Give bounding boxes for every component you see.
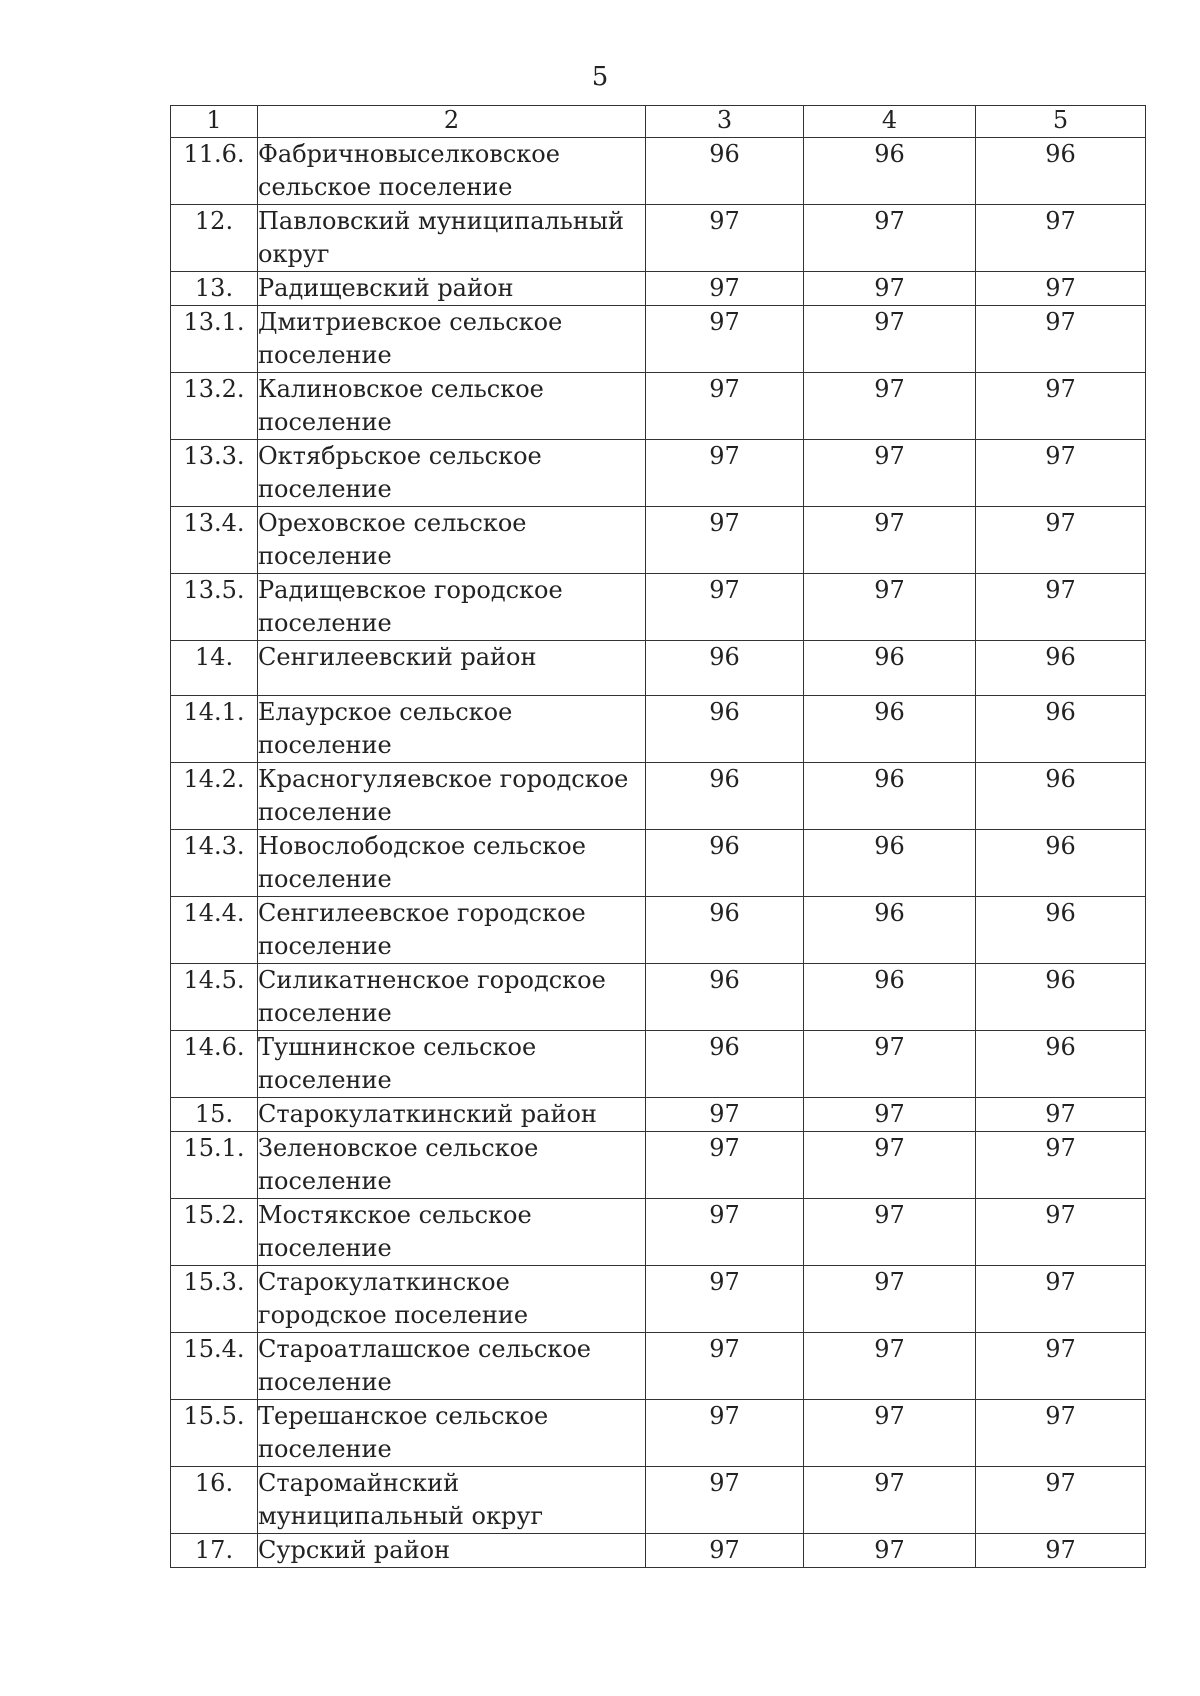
row-value-col5-cell: 96 (976, 763, 1146, 830)
table-row (171, 1534, 1146, 1568)
table-row (171, 1467, 1146, 1534)
row-value-col3-cell: 96 (646, 830, 804, 897)
row-name-cell: Старокулаткинское городское поселение (258, 1266, 646, 1333)
row-name-cell: Октябрьское сельское поселение (258, 440, 646, 507)
row-number-cell: 13.2. (171, 373, 258, 440)
row-name-cell: Елаурское сельское поселение (258, 696, 646, 763)
row-name-cell: Ореховское сельское поселение (258, 507, 646, 574)
row-number-cell: 11.6. (171, 138, 258, 205)
row-value-col3-cell: 96 (646, 763, 804, 830)
row-name-cell: Калиновское сельское поселение (258, 373, 646, 440)
row-value-col5-cell: 97 (976, 306, 1146, 373)
row-value-col3-cell: 97 (646, 1266, 804, 1333)
row-value-col4-cell: 97 (804, 272, 976, 306)
row-value-col5-cell: 96 (976, 964, 1146, 1031)
row-name-cell: Красногуляевское городское поселение (258, 763, 646, 830)
row-name-cell: Старомайнский муниципальный округ (258, 1467, 646, 1534)
row-value-col3-cell: 97 (646, 440, 804, 507)
row-name-cell: Старокулаткинский район (258, 1098, 646, 1132)
table-row (171, 507, 1146, 574)
row-value-col3-cell: 97 (646, 1467, 804, 1534)
row-number-cell: 15.3. (171, 1266, 258, 1333)
row-number-cell: 16. (171, 1467, 258, 1534)
row-name-cell: Сурский район (258, 1534, 646, 1568)
table-row (171, 306, 1146, 373)
table-row (171, 763, 1146, 830)
row-value-col4-cell: 96 (804, 696, 976, 763)
row-number-cell: 13. (171, 272, 258, 306)
row-value-col4-cell: 97 (804, 1098, 976, 1132)
table-body (171, 138, 1146, 1568)
row-number-cell: 15.4. (171, 1333, 258, 1400)
row-value-col4-cell: 97 (804, 373, 976, 440)
row-name-cell: Мостякское сельское поселение (258, 1199, 646, 1266)
row-value-col4-cell: 97 (804, 1400, 976, 1467)
row-value-col5-cell: 96 (976, 138, 1146, 205)
row-value-col4-cell: 97 (804, 1333, 976, 1400)
row-value-col4-cell: 96 (804, 138, 976, 205)
table-row (171, 1400, 1146, 1467)
row-value-col3-cell: 96 (646, 138, 804, 205)
table-row (171, 1333, 1146, 1400)
row-value-col3-cell: 97 (646, 272, 804, 306)
row-value-col3-cell: 96 (646, 897, 804, 964)
row-number-cell: 15.2. (171, 1199, 258, 1266)
row-value-col5-cell: 97 (976, 1333, 1146, 1400)
row-value-col3-cell: 97 (646, 373, 804, 440)
table-row (171, 1098, 1146, 1132)
row-value-col5-cell: 97 (976, 205, 1146, 272)
row-number-cell: 13.4. (171, 507, 258, 574)
row-name-cell: Фабричновыселковское сельское поселение (258, 138, 646, 205)
header-col-2: 2 (258, 106, 646, 138)
row-number-cell: 12. (171, 205, 258, 272)
row-value-col3-cell: 97 (646, 306, 804, 373)
row-value-col5-cell: 97 (976, 440, 1146, 507)
header-col-1: 1 (171, 106, 258, 138)
table-row (171, 830, 1146, 897)
row-number-cell: 14.2. (171, 763, 258, 830)
page-number: 5 (591, 62, 609, 92)
row-value-col4-cell: 97 (804, 306, 976, 373)
row-name-cell: Радищевское городское поселение (258, 574, 646, 641)
row-name-cell: Новослободское сельское поселение (258, 830, 646, 897)
table-row (171, 272, 1146, 306)
row-number-cell: 15.5. (171, 1400, 258, 1467)
row-name-cell: Сенгилеевский район (258, 641, 646, 696)
row-number-cell: 13.5. (171, 574, 258, 641)
table-row (171, 897, 1146, 964)
row-value-col5-cell: 97 (976, 1098, 1146, 1132)
row-value-col3-cell: 97 (646, 1132, 804, 1199)
row-name-cell: Зеленовское сельское поселение (258, 1132, 646, 1199)
row-value-col3-cell: 97 (646, 1333, 804, 1400)
row-value-col5-cell: 97 (976, 507, 1146, 574)
row-value-col4-cell: 96 (804, 641, 976, 696)
row-number-cell: 17. (171, 1534, 258, 1568)
data-table (170, 105, 1146, 1568)
row-value-col5-cell: 96 (976, 1031, 1146, 1098)
table-row (171, 373, 1146, 440)
row-value-col3-cell: 96 (646, 696, 804, 763)
row-value-col5-cell: 96 (976, 641, 1146, 696)
row-number-cell: 14. (171, 641, 258, 696)
row-value-col5-cell: 97 (976, 1400, 1146, 1467)
row-value-col3-cell: 97 (646, 574, 804, 641)
row-value-col3-cell: 96 (646, 964, 804, 1031)
row-value-col3-cell: 97 (646, 205, 804, 272)
table-row (171, 641, 1146, 696)
row-value-col5-cell: 97 (976, 574, 1146, 641)
table-row (171, 1132, 1146, 1199)
row-name-cell: Терешанское сельское поселение (258, 1400, 646, 1467)
row-value-col4-cell: 97 (804, 440, 976, 507)
row-value-col4-cell: 97 (804, 1534, 976, 1568)
row-value-col4-cell: 97 (804, 1031, 976, 1098)
table-row (171, 964, 1146, 1031)
row-number-cell: 15.1. (171, 1132, 258, 1199)
row-value-col5-cell: 97 (976, 1199, 1146, 1266)
row-value-col5-cell: 96 (976, 897, 1146, 964)
row-name-cell: Дмитриевское сельское поселение (258, 306, 646, 373)
table-row (171, 1031, 1146, 1098)
row-value-col3-cell: 96 (646, 641, 804, 696)
table-row (171, 574, 1146, 641)
header-col-3: 3 (646, 106, 804, 138)
row-value-col5-cell: 97 (976, 1132, 1146, 1199)
row-value-col3-cell: 97 (646, 1199, 804, 1266)
row-value-col4-cell: 97 (804, 574, 976, 641)
row-number-cell: 14.5. (171, 964, 258, 1031)
row-number-cell: 14.6. (171, 1031, 258, 1098)
row-value-col4-cell: 96 (804, 964, 976, 1031)
table-row (171, 1199, 1146, 1266)
row-value-col5-cell: 97 (976, 1467, 1146, 1534)
row-value-col5-cell: 97 (976, 1266, 1146, 1333)
row-value-col3-cell: 97 (646, 1098, 804, 1132)
row-value-col3-cell: 96 (646, 1031, 804, 1098)
table-row (171, 440, 1146, 507)
row-value-col4-cell: 97 (804, 205, 976, 272)
row-number-cell: 13.1. (171, 306, 258, 373)
row-value-col4-cell: 97 (804, 1199, 976, 1266)
row-value-col4-cell: 97 (804, 507, 976, 574)
header-row (171, 106, 1146, 138)
row-name-cell: Сенгилеевское городское поселение (258, 897, 646, 964)
row-value-col5-cell: 97 (976, 373, 1146, 440)
row-name-cell: Радищевский район (258, 272, 646, 306)
row-value-col3-cell: 97 (646, 1400, 804, 1467)
table-row (171, 205, 1146, 272)
header-col-5: 5 (976, 106, 1146, 138)
row-number-cell: 14.4. (171, 897, 258, 964)
row-value-col5-cell: 97 (976, 272, 1146, 306)
row-value-col5-cell: 96 (976, 830, 1146, 897)
row-value-col4-cell: 97 (804, 1467, 976, 1534)
row-name-cell: Павловский муниципальный округ (258, 205, 646, 272)
row-name-cell: Силикатненское городское поселение (258, 964, 646, 1031)
row-value-col5-cell: 96 (976, 696, 1146, 763)
row-value-col4-cell: 97 (804, 1132, 976, 1199)
table-row (171, 1266, 1146, 1333)
header-col-4: 4 (804, 106, 976, 138)
row-value-col3-cell: 97 (646, 1534, 804, 1568)
row-number-cell: 13.3. (171, 440, 258, 507)
table-row (171, 696, 1146, 763)
row-number-cell: 15. (171, 1098, 258, 1132)
row-name-cell: Тушнинское сельское поселение (258, 1031, 646, 1098)
row-number-cell: 14.3. (171, 830, 258, 897)
row-value-col4-cell: 96 (804, 897, 976, 964)
table-row (171, 138, 1146, 205)
row-value-col5-cell: 97 (976, 1534, 1146, 1568)
row-value-col4-cell: 97 (804, 1266, 976, 1333)
row-value-col3-cell: 97 (646, 507, 804, 574)
row-value-col4-cell: 96 (804, 830, 976, 897)
row-name-cell: Староатлашское сельское поселение (258, 1333, 646, 1400)
row-value-col4-cell: 96 (804, 763, 976, 830)
row-number-cell: 14.1. (171, 696, 258, 763)
